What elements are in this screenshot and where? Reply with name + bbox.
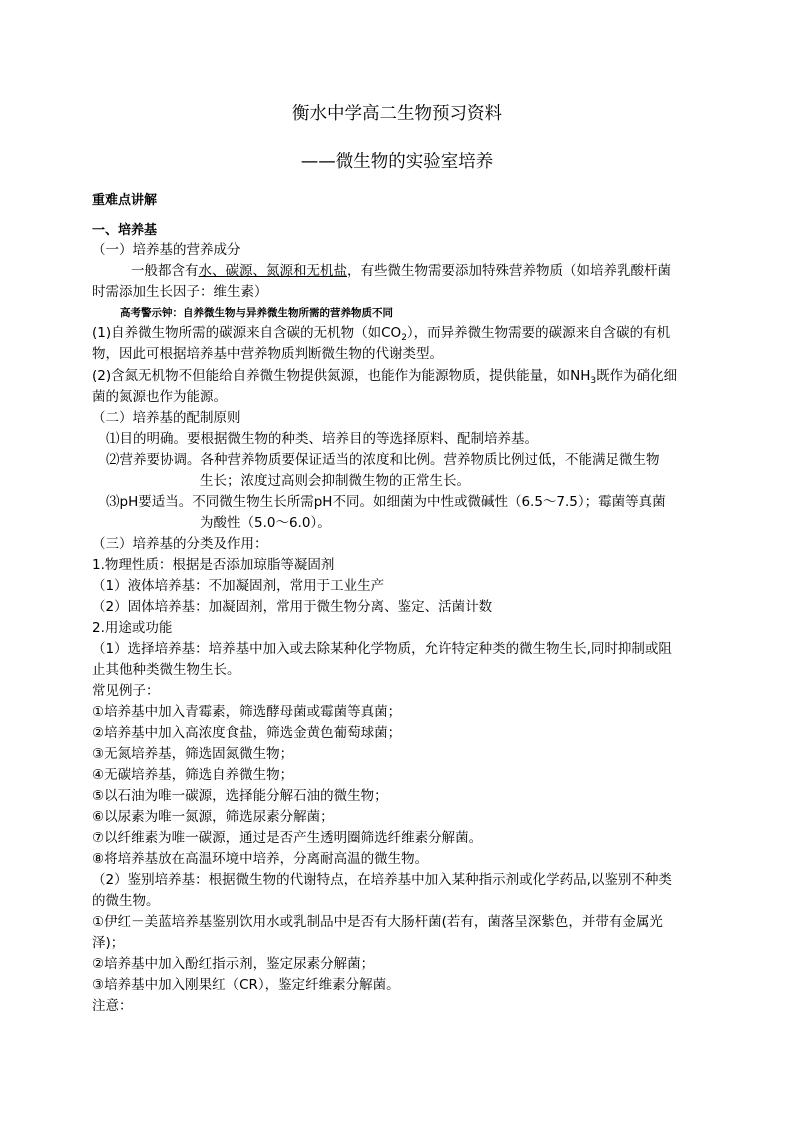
class-solid: （2）固体培养基：加凝固剂，常用于微生物分离、鉴定、活菌计数 — [92, 599, 493, 615]
note-2-line2: 菌的氮源也作为能源。 — [92, 389, 227, 405]
class-usage: 2.用途或功能 — [92, 620, 173, 636]
principle-1: ⑴目的明确。要根据微生物的种类、培养目的等选择原料、配制培养基。 — [106, 431, 538, 447]
example-item: ⑤以石油为唯一碳源，选择能分解石油的微生物； — [92, 788, 388, 804]
example-item: ④无碳培养基，筛选自养微生物； — [92, 767, 294, 783]
example-item: ②培养基中加入高浓度食盐，筛选金黄色葡萄球菌； — [92, 725, 402, 741]
section-heading: 重难点讲解 — [92, 193, 158, 208]
class-physical: 1.物理性质：根据是否添加琼脂等凝固剂 — [92, 557, 335, 573]
note-1-line2: 物，因此可根据培养基中营养物质判断微生物的代谢类型。 — [92, 346, 443, 362]
document-title: 衡水中学高二生物预习资料 — [292, 104, 502, 124]
subheading-principles: （二）培养基的配制原则 — [92, 410, 241, 426]
examples-label: 常见例子： — [92, 683, 160, 699]
note-1-line1: (1)自养微生物所需的碳源来自含碳的无机物（如$CO_2$），而异养微生物需要的碳源来自含碳的有机 — [92, 325, 671, 343]
paragraph-nutrients-line1: 一般都含有水、碳源、氮源和无机盐，有些微生物需要添加特殊营养物质（如培养乳酸杆菌 — [131, 263, 671, 279]
principle-2-line2: 生长；浓度过高则会抑制微生物的正常生长。 — [200, 473, 470, 489]
differential-medium-line2: 的微生物。 — [92, 893, 160, 909]
class-liquid: （1）液体培养基：不加凝固剂，常用于工业生产 — [92, 578, 385, 594]
differential-example-1-line2: 泽)； — [92, 935, 125, 951]
differential-example-3: ③培养基中加入刚果红（CR），鉴定纤维素分解菌。 — [92, 977, 400, 993]
example-item: ⑦以纤维素为唯一碳源，通过是否产生透明圈筛选纤维素分解菌。 — [92, 830, 483, 846]
example-item: ⑥以尿素为唯一氮源，筛选尿素分解菌； — [92, 809, 334, 825]
underlined-nutrients: 水、碳源、氮源和无机盐 — [198, 263, 347, 279]
example-item: ①培养基中加入青霉素，筛选酵母菌或霉菌等真菌； — [92, 704, 402, 720]
exam-tip: 高考警示钟：自养微生物与异养微生物所需的营养物质不同 — [120, 307, 393, 319]
example-item: ⑧将培养基放在高温环境中培养，分离耐高温的微生物。 — [92, 851, 429, 867]
principle-3-line1: ⑶pH要适当。不同微生物生长所需pH不同。如细菌为中性或微碱性（6.5～7.5）；霉菌等真菌 — [106, 494, 666, 510]
principle-3-line2: 为酸性（5.0～6.0）。 — [200, 515, 331, 531]
example-item: ③无氮培养基，筛选固氮微生物； — [92, 746, 294, 762]
document-subtitle: ——微生物的实验室培养 — [300, 152, 494, 172]
selective-medium-line2: 止其他种类微生物生长。 — [92, 662, 241, 678]
differential-example-1-line1: ①伊红－美蓝培养基鉴别饮用水或乳制品中是否有大肠杆菌(若有，菌落呈深紫色，并带有金属光 — [92, 914, 663, 930]
differential-medium-line1: （2）鉴别培养基：根据微生物的代谢特点，在培养基中加入某种指示剂或化学药品,以鉴别不种类 — [92, 872, 672, 888]
paragraph-nutrients-line2: 时需添加生长因子：维生素） — [92, 284, 268, 300]
differential-example-2: ②培养基中加入酚红指示剂，鉴定尿素分解菌； — [92, 956, 375, 972]
principle-2-line1: ⑵营养要协调。各种营养物质要保证适当的浓度和比例。营养物质比例过低，不能满足微生物 — [106, 452, 660, 468]
note-label: 注意： — [92, 998, 133, 1014]
subheading-classification: （三）培养基的分类及作用： — [92, 536, 268, 552]
subheading-nutrients: （一）培养基的营养成分 — [92, 242, 241, 258]
selective-medium-line1: （1）选择培养基：培养基中加入或去除某种化学物质，允许特定种类的微生物生长,同时抑制或阻 — [92, 641, 672, 657]
note-2-line1: (2)含氮无机物不但能给自养微生物提供氮源，也能作为能源物质，提供能量，如$NH_3$既作为硝化细 — [92, 368, 678, 386]
part-heading-culture-medium: 一、培养基 — [92, 223, 158, 238]
